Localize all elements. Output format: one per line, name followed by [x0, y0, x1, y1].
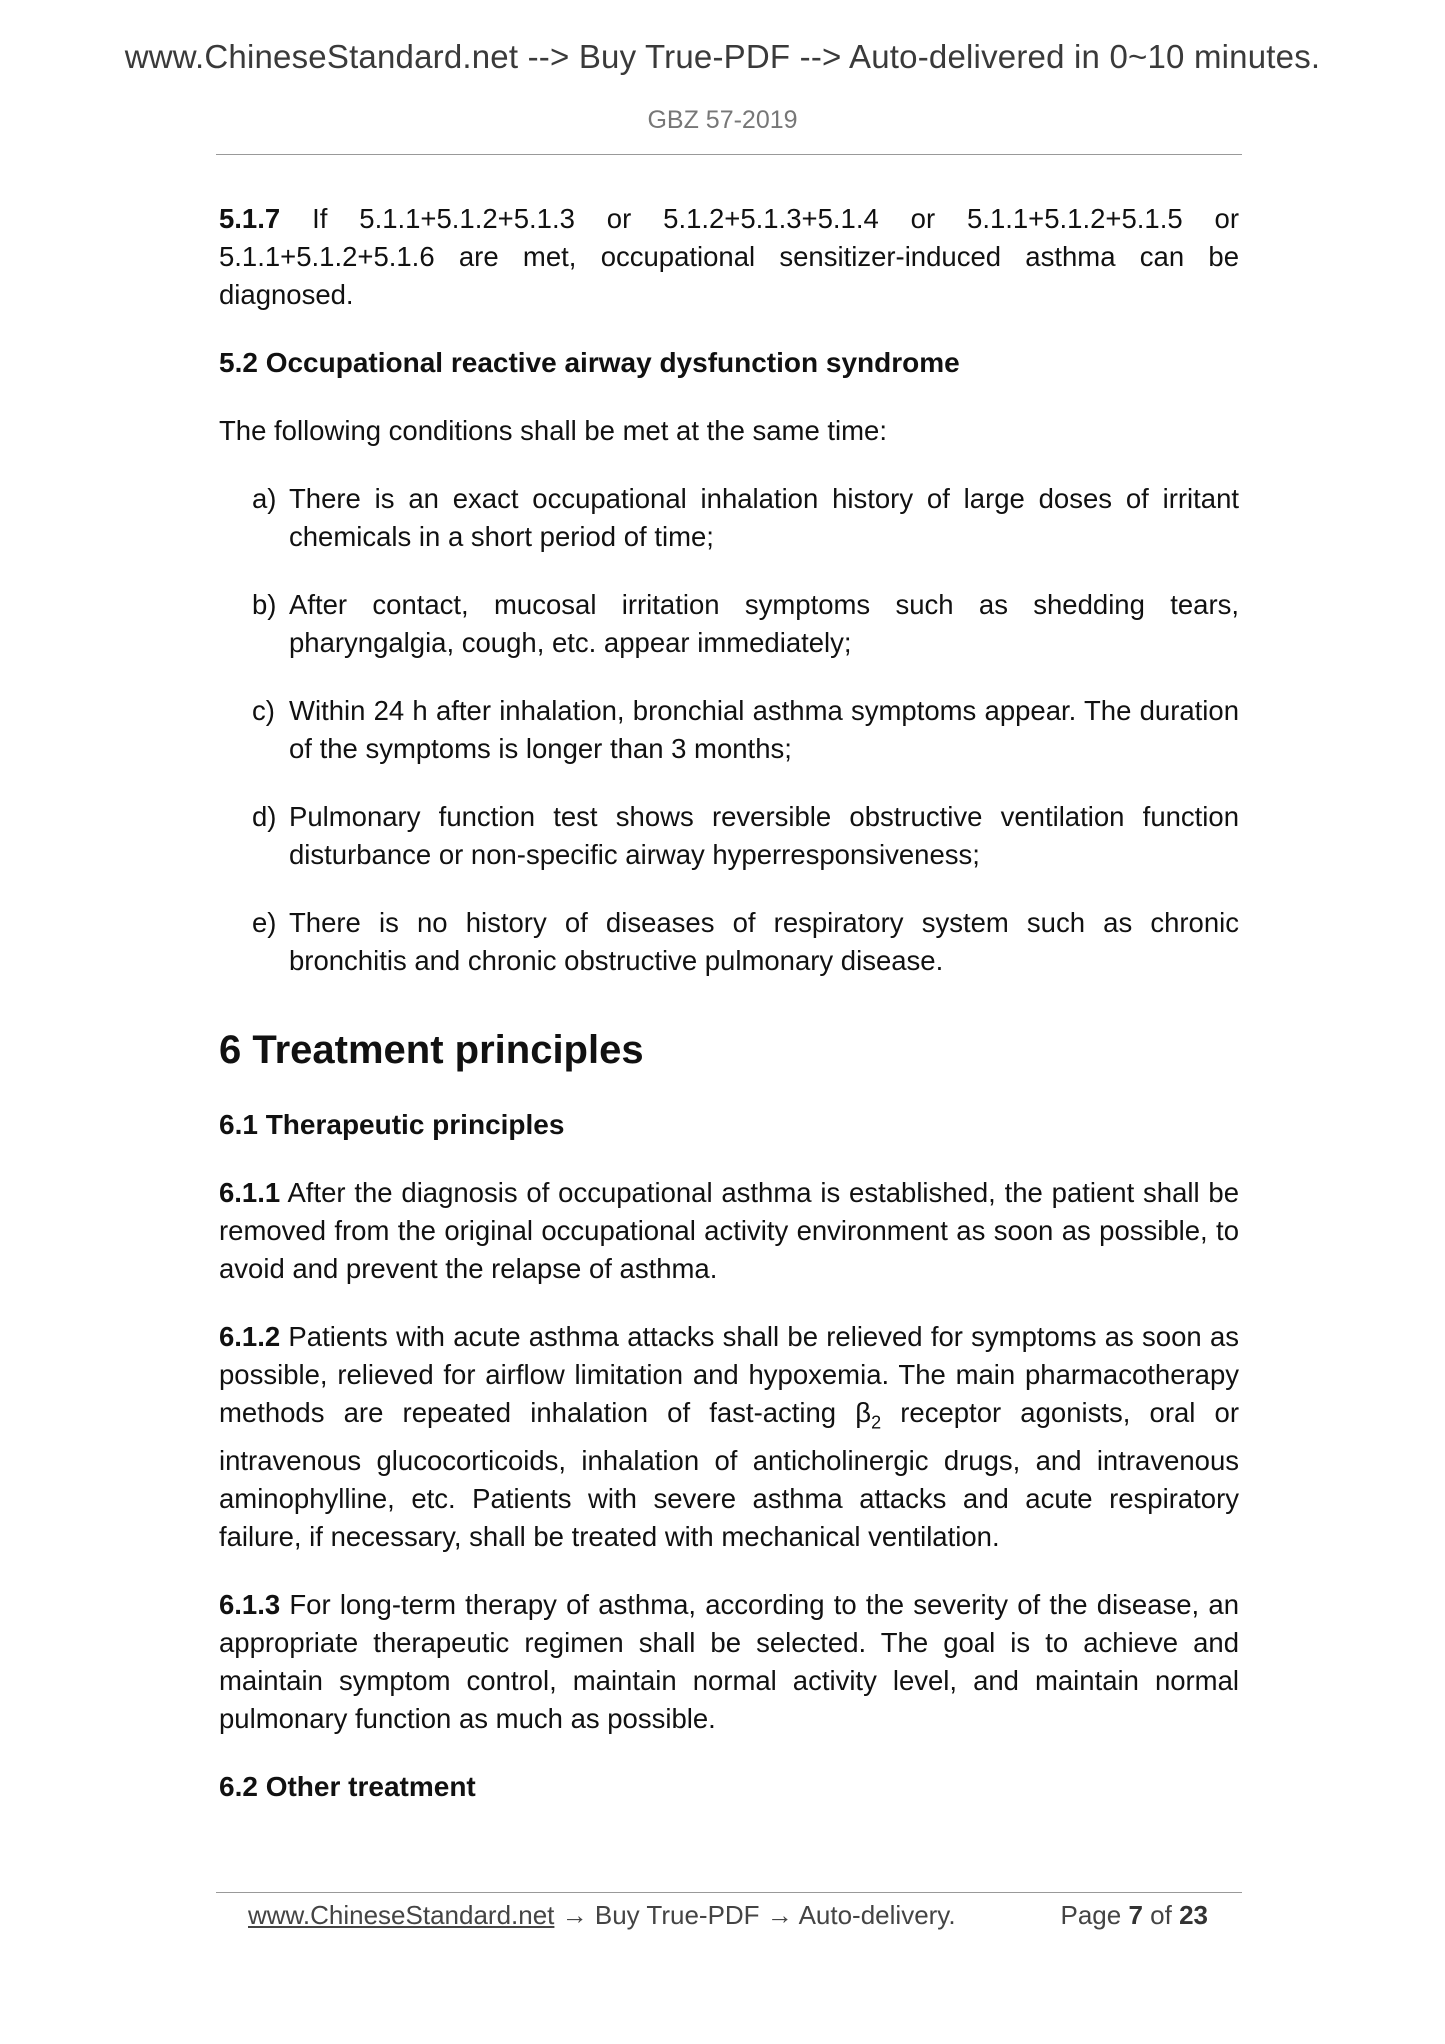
header-banner: www.ChineseStandard.net --> Buy True-PDF --> Auto-delivered in 0~10 minutes.: [124, 38, 1321, 75]
list-item: [219, 480, 1239, 556]
clause-text: If 5.1.1+5.1.2+5.1.3 or 5.1.2+5.1.3+5.1.4 or 5.1.1+5.1.2+5.1.5 or 5.1.1+5.1.2+5.1.6 are met, occupational sensitizer-induced asthma can be diagnosed.: [219, 203, 1239, 310]
clause-number: 5.1.7: [219, 203, 281, 234]
clause-6-1-1: [219, 1174, 1239, 1288]
footer: [248, 1897, 1208, 1933]
subscript: 2: [871, 1412, 882, 1433]
page-label: Page: [1060, 1900, 1122, 1930]
list-item-text: Within 24 h after inhalation, bronchial asthma symptoms appear. The duration of the symptoms is longer than 3 months;: [289, 695, 1239, 764]
clause-number: 6.1.3: [219, 1588, 281, 1620]
clause-6-1-2: [219, 1318, 1239, 1556]
list-item: [219, 798, 1239, 874]
standard-code: GBZ 57-2019: [647, 106, 798, 134]
clause-6-1-3: [219, 1586, 1239, 1738]
clause-number: 6.1.2: [219, 1321, 281, 1352]
list-item-text: Pulmonary function test shows reversible obstructive ventilation function disturbance or non-specific airway hyperresponsiveness;: [289, 801, 1239, 870]
conditions-list: [219, 480, 1239, 980]
footer-divider: [216, 1892, 1242, 1893]
document-body: [219, 200, 1239, 1836]
footer-text: → Buy True-PDF → Auto-delivery.: [554, 1900, 956, 1930]
list-item: [219, 692, 1239, 768]
of-label: of: [1150, 1900, 1172, 1930]
page-total: 23: [1179, 1900, 1208, 1930]
page-number: 7: [1128, 1900, 1143, 1930]
heading-5-2: 5.2 Occupational reactive airway dysfunction syndrome: [219, 347, 960, 378]
clause-number: 6.1.1: [219, 1177, 281, 1208]
list-marker: b): [252, 589, 277, 620]
list-item: [219, 904, 1239, 980]
heading-6-1: 6.1 Therapeutic principles: [219, 1109, 565, 1140]
heading-6: 6 Treatment principles: [219, 1028, 644, 1072]
list-marker: e): [252, 907, 277, 938]
clause-text-continued: receptor agonists, oral or intravenous glucocorticoids, inhalation of anticholinergic drugs, and intravenous aminophylline, etc. Patients with severe asthma attacks and acute respiratory failure, if necessary, shall be treated with mechanical ventilation.: [219, 1397, 1239, 1552]
heading-6-2: 6.2 Other treatment: [219, 1770, 476, 1802]
clause-text: Patients with acute asthma attacks shall be relieved for symptoms as soon as possible, relieved for airflow limitation and hypoxemia. The main pharmacotherapy methods are repeated inhalation of fast-acting β: [219, 1321, 1239, 1428]
list-item-text: There is an exact occupational inhalation history of large doses of irritant chemicals in a short period of time;: [289, 483, 1239, 552]
clause-5-1-7: [219, 200, 1239, 314]
list-item-text: There is no history of diseases of respiratory system such as chronic bronchitis and chronic obstructive pulmonary disease.: [289, 907, 1239, 976]
list-marker: a): [252, 483, 277, 514]
intro-5-2: The following conditions shall be met at the same time:: [219, 415, 887, 446]
list-marker: d): [252, 801, 277, 832]
list-item: [219, 586, 1239, 662]
page-indicator: [1060, 1897, 1208, 1933]
list-item-text: After contact, mucosal irritation symptoms such as shedding tears, pharyngalgia, cough, etc. appear immediately;: [289, 589, 1239, 658]
clause-text: After the diagnosis of occupational asthma is established, the patient shall be removed from the original occupational activity environment as soon as possible, to avoid and prevent the relapse of asthma.: [219, 1177, 1239, 1284]
footer-link[interactable]: www.ChineseStandard.net: [248, 1900, 555, 1930]
header-divider: [216, 154, 1242, 155]
clause-text: For long-term therapy of asthma, according to the severity of the disease, an appropriate therapeutic regimen shall be selected. The goal is to achieve and maintain symptom control, maintain normal activity level, and maintain normal pulmonary function as much as possible.: [219, 1588, 1239, 1734]
list-marker: c): [252, 695, 275, 726]
